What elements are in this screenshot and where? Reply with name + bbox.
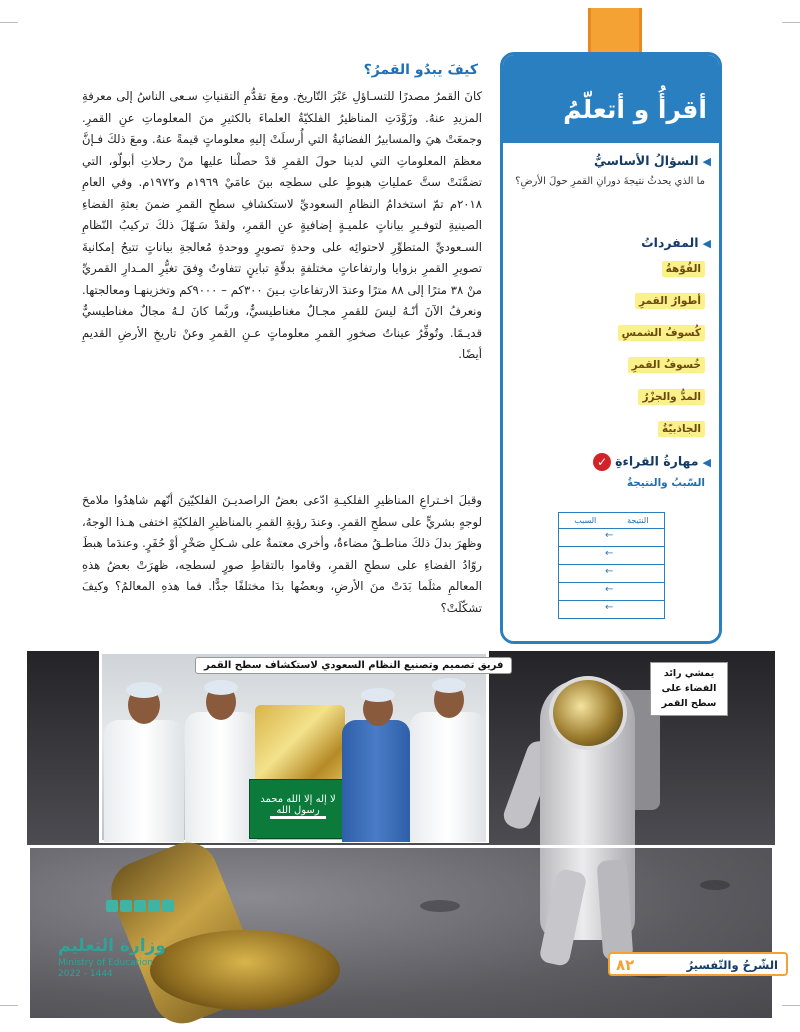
- footer-label: الشّرحُ والتّفسيرُ: [686, 958, 778, 972]
- article-paragraph: وقبلَ اخـتراعِ المناظيرِ الفلكيـةِ ادّعى بعضُ الراصديـنَ الفلكيّينَ أنّهم شاهدُوا ملامحَ لوجهٍ بشريٍّ على سطحِ القمرِ. وعندَ رؤيةِ القمرِ بالمناظيرِ الفلكيّةِ اختفى هـذا الوجهُ، وظهرَ بدلَ ذلكَ مناطـقُ مضاءةٌ، وأخرى معتمةٌ على شـكلِ صَخْرٍ أوْ حُفَرٍ. وعندَما هبطَ روّادُ الفضاءِ على سطحِ القمرِ، وقاموا بالتقاطِ صورٍ لسطحِه، ظهرَتْ بعضُ هذهِ المعالمِ مثلَما بَدَتْ منَ الأرضِ، وبعضُها بدَا مختلفًا جدًّا. فما هذهِ المعالمُ؟ وكيفَ تشكّلَتْ؟: [82, 493, 482, 615]
- person: [410, 712, 486, 842]
- arrow-left-icon: ←: [605, 566, 614, 577]
- team-caption: فريق تصميم وتصنيع النظام السعودي لاستكشاف سطح القمر: [195, 657, 512, 674]
- arrow-left-icon: ←: [605, 530, 614, 541]
- essential-question-heading: [594, 153, 711, 168]
- essential-question-text: ما الذي يحدثُ نتيجةَ دورانِ القمرِ حولَ الأرضِ؟: [515, 176, 705, 187]
- sidebar-header: [503, 55, 719, 143]
- vocab-item: أطوارُ القمرِ: [635, 293, 705, 309]
- organizer-row: [559, 528, 664, 546]
- triangle-bullet-icon: ◀: [702, 155, 711, 168]
- flag-shahada: لا إله إلا الله محمد رسول الله: [260, 794, 336, 816]
- vocab-item: كُسوفُ الشمسِ: [618, 325, 705, 341]
- crop-mark: [0, 22, 18, 23]
- saudi-flag: [249, 779, 347, 839]
- person: [342, 720, 410, 842]
- triangle-bullet-icon: ◀: [702, 455, 711, 469]
- article-paragraph: كانَ القمرُ مصدرًا للتسـاؤلِ عَبْرَ التّاريخ. ومعَ تقدُّمِ التقنياتِ سـعى الناسُ إلى معرفةِ المزيدِ عنهُ. وزَوَّدَتِ المناظيرُ الفلكيّةُ العلماءَ بالكثيرِ منَ المعلوماتِ عنِ القمرِ. وجمعَتْ هيَ والمسابيرُ الفضائيةُ التي أُرسلَتْ إليهِ معلوماتٍ قيمةً عنهُ. ومعَ ذلكَ فـإنَّ معظمَ المعلوماتِ التي لدينا حولَ القمرِ قدْ حصلْنا عليها منْ رحلاتِ أبولّو، التي تضمَّنَتْ ستَّ عملياتِ هبوطٍ على سطحِه بينَ عامَيْ ١٩٦٩م و١٩٧٢م. وفي العامِ ٢٠١٨م تمّ استخدامُ النظامِ السعوديِّ لاستكشافِ سطحِ القمرِ ضمنَ بعثةِ الفضاءِ الصينيةِ لتوفـيرِ بياناتٍ علميـةٍ إضافيةٍ عنِ القمرِ، ولقدْ سَـهّلَ ذلكَ تركيبُ النّظامِ السـعوديِّ المتطوِّرِ لاحتوائِه على وحدةِ تصويرٍ ووحدةِ مُعالجةِ بياناتٍ تتيحُ إمكانيةَ تصويرِ القمرِ بزوايا وارتفاعاتٍ مختلفةٍ بدقّةٍ تباينٍ تتفاوتُ وِفقَ تغيُّرِ المـدارِ القمريِّ منْ ٣٨ مترًا إلى ٨٨ مترًا وعندَ الارتفاعاتِ بـينَ ٣٠٠كم – ٩٠٠٠كم وتخزينهـا ومعالجتها. ونعرفُ الآنَ أنّـهُ ليسَ للقمرِ مجـالٌ مغناطيسيٌّ، وربَّما كانَ لـهُ مجالٌ مغناطيسيٌّ قديـمًا. وتُوفِّرُ عيناتُ صخورِ القمرِ معلوماتٍ عـنِ القمرِ وعنْ تاريخِ الأرضِ القديمِ أيضًا.: [82, 89, 482, 361]
- organizer-header: [559, 513, 664, 528]
- ministry-name-en: Ministry of Education: [58, 958, 153, 968]
- reading-skill-label: مهارةُ القراءةِ: [615, 453, 699, 469]
- person: [104, 720, 184, 842]
- logo-dot: [106, 900, 118, 912]
- reading-skill-name: السّببُ والنتيجةُ: [626, 477, 705, 489]
- reading-skill-heading: [593, 453, 711, 471]
- page-number: ٨٢: [616, 956, 635, 974]
- organizer-row: [559, 600, 664, 618]
- vocab-item: الفُوّهةُ: [662, 261, 705, 277]
- organizer-row: [559, 582, 664, 600]
- vocab-item: الجاذبيّةُ: [658, 421, 705, 437]
- vocab-item: خُسوفُ القمرِ: [628, 357, 705, 373]
- article-title: كيفَ يبدُو القمرُ؟: [363, 62, 478, 78]
- logo-dot: [134, 900, 146, 912]
- ministry-name: وزارة التعليم: [58, 936, 166, 956]
- arrow-left-icon: ←: [605, 602, 614, 613]
- hair-cap: [204, 680, 238, 695]
- vocab-item: المدُّ والجزْرُ: [638, 389, 705, 405]
- hair-cap: [126, 682, 162, 698]
- edition-year: 2022 - 1444: [58, 969, 113, 979]
- page-footer: [608, 952, 788, 976]
- triangle-bullet-icon: ◀: [702, 237, 711, 250]
- arrow-left-icon: ←: [605, 584, 614, 595]
- vocabulary-heading: [641, 235, 711, 250]
- ministry-logo: [95, 898, 175, 918]
- read-learn-sidebar: [500, 52, 722, 644]
- essential-question-label: السؤالُ الأساسيُّ: [593, 153, 699, 168]
- person: [185, 712, 257, 842]
- checkmark-icon: ✓: [593, 453, 611, 471]
- logo-dot: [162, 900, 174, 912]
- organizer-row: [559, 564, 664, 582]
- organizer-cause-header: السبب: [574, 516, 597, 525]
- crop-mark: [0, 1005, 18, 1006]
- hair-cap: [432, 678, 466, 693]
- logo-dot: [148, 900, 160, 912]
- vocabulary-label: المفرداتُ: [641, 235, 699, 250]
- flag-sword: [270, 816, 326, 819]
- organizer-row: [559, 546, 664, 564]
- crop-mark: [782, 1005, 800, 1006]
- crop-mark: [782, 22, 800, 23]
- logo-dot: [120, 900, 132, 912]
- sidebar-title: أقرأُ و أتعلّمُ: [563, 95, 707, 124]
- sample-bowl: [150, 930, 340, 1010]
- hair-cap: [361, 688, 395, 702]
- astronaut-caption: يمشي رائد الفضاء على سطح القمر: [650, 662, 728, 716]
- organizer-effect-header: النتيجة: [627, 516, 649, 525]
- arrow-left-icon: ←: [605, 548, 614, 559]
- astronaut-helmet: [549, 676, 627, 750]
- cause-effect-organizer: [558, 512, 665, 619]
